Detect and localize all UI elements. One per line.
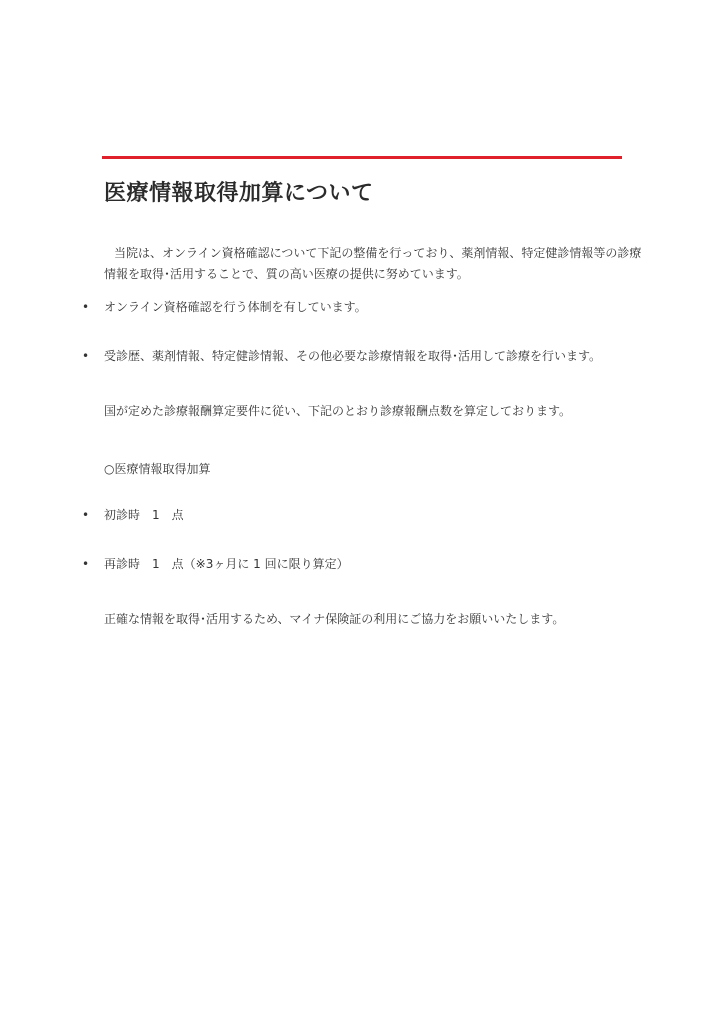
intro-line: 情報を取得･活用することで、質の高い医療の提供に努めています。 (104, 267, 469, 281)
statement-text: 国が定めた診療報酬算定要件に従い、下記のとおり診療報酬点数を算定しております。 (104, 404, 572, 418)
bullet-icon: • (82, 349, 90, 363)
list-item (82, 555, 349, 572)
list-item (82, 347, 601, 364)
page-title: 医療情報取得加算について (104, 181, 374, 206)
list-item-text: 受診歴、薬剤情報、特定健診情報、その他必要な診療情報を取得･活用して診療を行います。 (104, 349, 602, 363)
intro-paragraph (104, 243, 642, 285)
list-item (82, 298, 367, 315)
intro-line: 当院は、オンライン資格確認について下記の整備を行っており、薬剤情報、特定健診情報等の診療 (114, 246, 642, 260)
bullet-icon: • (82, 557, 90, 571)
list-item-text: 再診時 1 点（※3ヶ月に 1 回に限り算定） (104, 557, 349, 571)
list-item-text: オンライン資格確認を行う体制を有しています。 (104, 300, 367, 314)
section-heading: ○医療情報取得加算 (104, 462, 211, 476)
bullet-icon: • (82, 508, 90, 522)
list-item (82, 506, 184, 523)
closing-text: 正確な情報を取得･活用するため、マイナ保険証の利用にご協力をお願いいたします。 (104, 612, 565, 626)
title-accent-rule (102, 156, 622, 159)
bullet-icon: • (82, 300, 90, 314)
list-item-text: 初診時 1 点 (104, 508, 184, 522)
